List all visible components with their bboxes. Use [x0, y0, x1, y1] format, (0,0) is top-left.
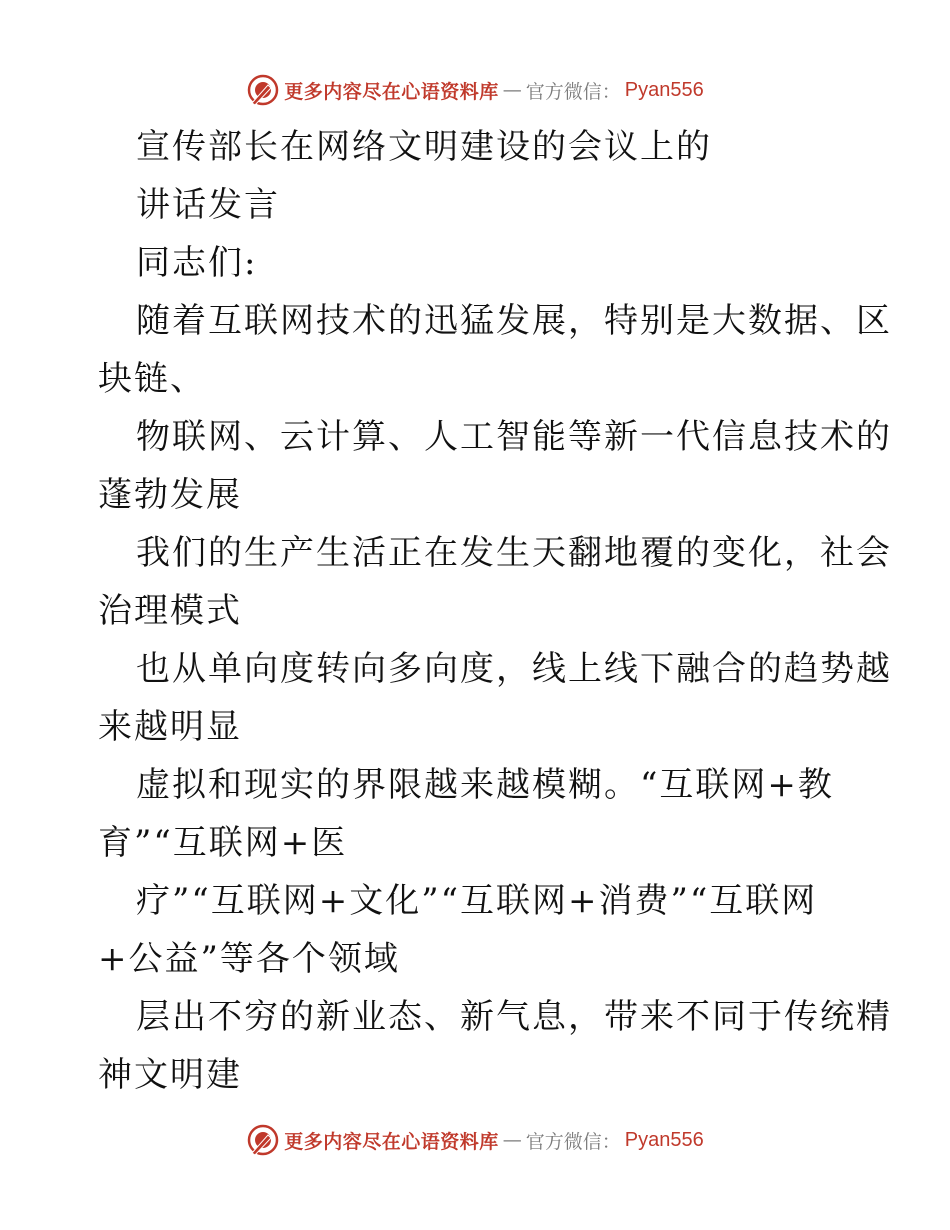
- paragraph-line: 疗”“互联网+文化”“互联网+消费”“互联网: [136, 881, 818, 921]
- paragraph-line: 神文明建: [98, 1055, 242, 1095]
- page-title-line-2: 讲话发言: [136, 185, 280, 225]
- paragraph-line: 蓬勃发展: [98, 475, 242, 515]
- watermark-brand: 更多内容尽在心语资料库: [284, 80, 499, 103]
- salutation: 同志们:: [136, 243, 258, 283]
- paragraph-line: 我们的生产生活正在发生天翻地覆的变化，社会: [136, 533, 892, 573]
- watermark-separator: —: [502, 1129, 522, 1151]
- watermark-separator: —: [502, 79, 522, 101]
- watermark-wechat-label: 官方微信：: [525, 80, 621, 103]
- paragraph-line: 育”“互联网+医: [98, 823, 348, 863]
- paragraph-line: 来越明显: [98, 707, 242, 747]
- pen-logo-icon: [246, 73, 280, 107]
- watermark-wechat-label: 官方微信：: [525, 1130, 621, 1153]
- watermark-wechat-id: Pyan556: [624, 78, 704, 101]
- paragraph-line: 也从单向度转向多向度，线上线下融合的趋势越: [136, 649, 892, 689]
- paragraph-line: 随着互联网技术的迅猛发展，特别是大数据、区: [136, 301, 892, 341]
- pen-logo-icon: [246, 1123, 280, 1157]
- paragraph-line: 物联网、云计算、人工智能等新一代信息技术的: [136, 417, 892, 457]
- watermark-brand: 更多内容尽在心语资料库: [284, 1130, 499, 1153]
- watermark-wechat-id: Pyan556: [624, 1128, 704, 1151]
- paragraph-line: 块链、: [98, 359, 206, 399]
- header-watermark: [0, 70, 950, 110]
- paragraph-line: 治理模式: [98, 591, 242, 631]
- footer-watermark: [0, 1120, 950, 1160]
- page-title-line-1: 宣传部长在网络文明建设的会议上的: [136, 127, 712, 167]
- paragraph-line: 层出不穷的新业态、新气息，带来不同于传统精: [136, 997, 892, 1037]
- paragraph-line: +公益”等各个领域: [98, 939, 400, 979]
- paragraph-line: 虚拟和现实的界限越来越模糊。“互联网+教: [136, 765, 834, 805]
